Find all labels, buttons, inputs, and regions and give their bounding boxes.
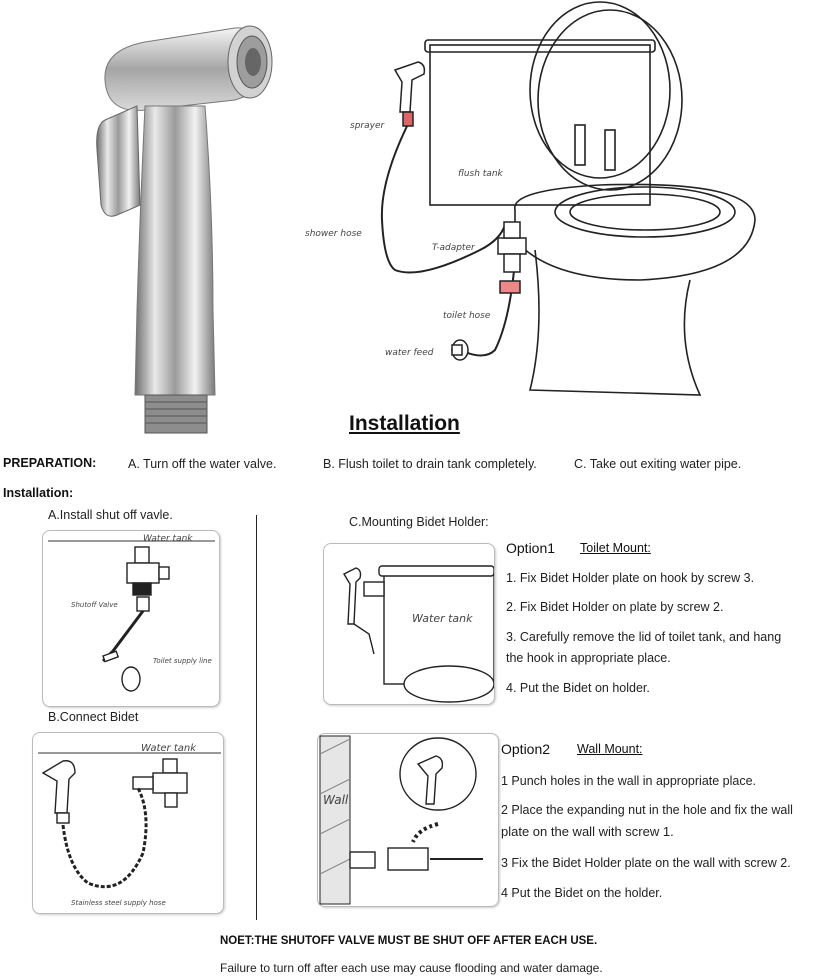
connect-bidet-panel	[32, 732, 224, 914]
option1-step-2: 2. Fix Bidet Holder on plate by screw 2.	[506, 600, 724, 614]
option2-title: Option2	[501, 741, 551, 757]
label-flush-tank: flush tank	[458, 169, 503, 179]
section-b-hose: Stainless steel supply hose	[71, 899, 166, 907]
option2-step-2b: plate on the wall with screw 1.	[501, 824, 674, 839]
shutoff-note: NOET:THE SHUTOFF VALVE MUST BE SHUT OFF AFTER EACH USE.	[220, 935, 598, 947]
section-a-shutoff-valve: Shutoff Valve	[71, 601, 118, 609]
option1-subtitle: Toilet Mount:	[580, 541, 651, 555]
section-a-water-tank: Water tank	[143, 534, 193, 544]
section-b-title: B.Connect Bidet	[48, 710, 139, 724]
toilet-mount-illustration	[324, 544, 494, 704]
label-water-feed: water feed	[385, 348, 434, 358]
installation-label: Installation:	[3, 486, 74, 500]
connect-bidet-illustration	[33, 733, 223, 913]
shutoff-valve-illustration	[43, 531, 219, 706]
option2-step-2: 2 Place the expanding nut in the hole and fix the wall	[501, 803, 793, 817]
wall-mount-illustration	[318, 734, 498, 906]
option1-step-3b: the hook in appropriate place.	[506, 651, 671, 665]
label-toilet-hose: toilet hose	[443, 311, 491, 321]
toilet-mount-panel	[323, 543, 495, 705]
section-b-water-tank: Water tank	[141, 743, 197, 754]
sprayer-illustration	[85, 10, 305, 440]
section-a-toilet-supply: Toilet supply line	[153, 657, 212, 665]
page-title: Installation	[349, 412, 460, 435]
option1-water-tank: Water tank	[412, 612, 473, 625]
option1-step-4: 4. Put the Bidet on holder.	[506, 681, 650, 695]
option2-wall: Wall	[323, 793, 349, 807]
option2-step-3: 3 Fix the Bidet Holder plate on the wall with screw 2.	[501, 856, 791, 870]
flooding-warning: Failure to turn off after each use may cause flooding and water damage.	[220, 961, 603, 975]
section-a-title: A.Install shut off vavle.	[48, 508, 173, 522]
option2-step-4: 4 Put the Bidet on the holder.	[501, 886, 663, 900]
label-sprayer: sprayer	[350, 121, 385, 131]
preparation-step-a: A. Turn off the water valve.	[128, 457, 277, 471]
option2-subtitle: Wall Mount:	[577, 742, 643, 756]
label-t-adapter: T-adapter	[432, 243, 475, 253]
preparation-step-c: C. Take out exiting water pipe.	[574, 457, 742, 471]
preparation-step-b: B. Flush toilet to drain tank completely.	[323, 457, 537, 471]
option1-step-1: 1. Fix Bidet Holder plate on hook by screw 3.	[506, 571, 755, 585]
preparation-label: PREPARATION:	[3, 456, 97, 470]
section-c-title: C.Mounting Bidet Holder:	[349, 515, 489, 529]
option2-step-1: 1 Punch holes in the wall in appropriate place.	[501, 774, 757, 788]
column-divider	[256, 515, 257, 920]
option1-title: Option1	[506, 540, 556, 556]
label-shower-hose: shower hose	[305, 229, 362, 239]
toilet-installation-diagram	[300, 0, 770, 410]
wall-mount-panel	[317, 733, 499, 907]
option1-step-3: 3. Carefully remove the lid of toilet tank, and hang	[506, 630, 782, 644]
shutoff-valve-panel	[42, 530, 220, 707]
